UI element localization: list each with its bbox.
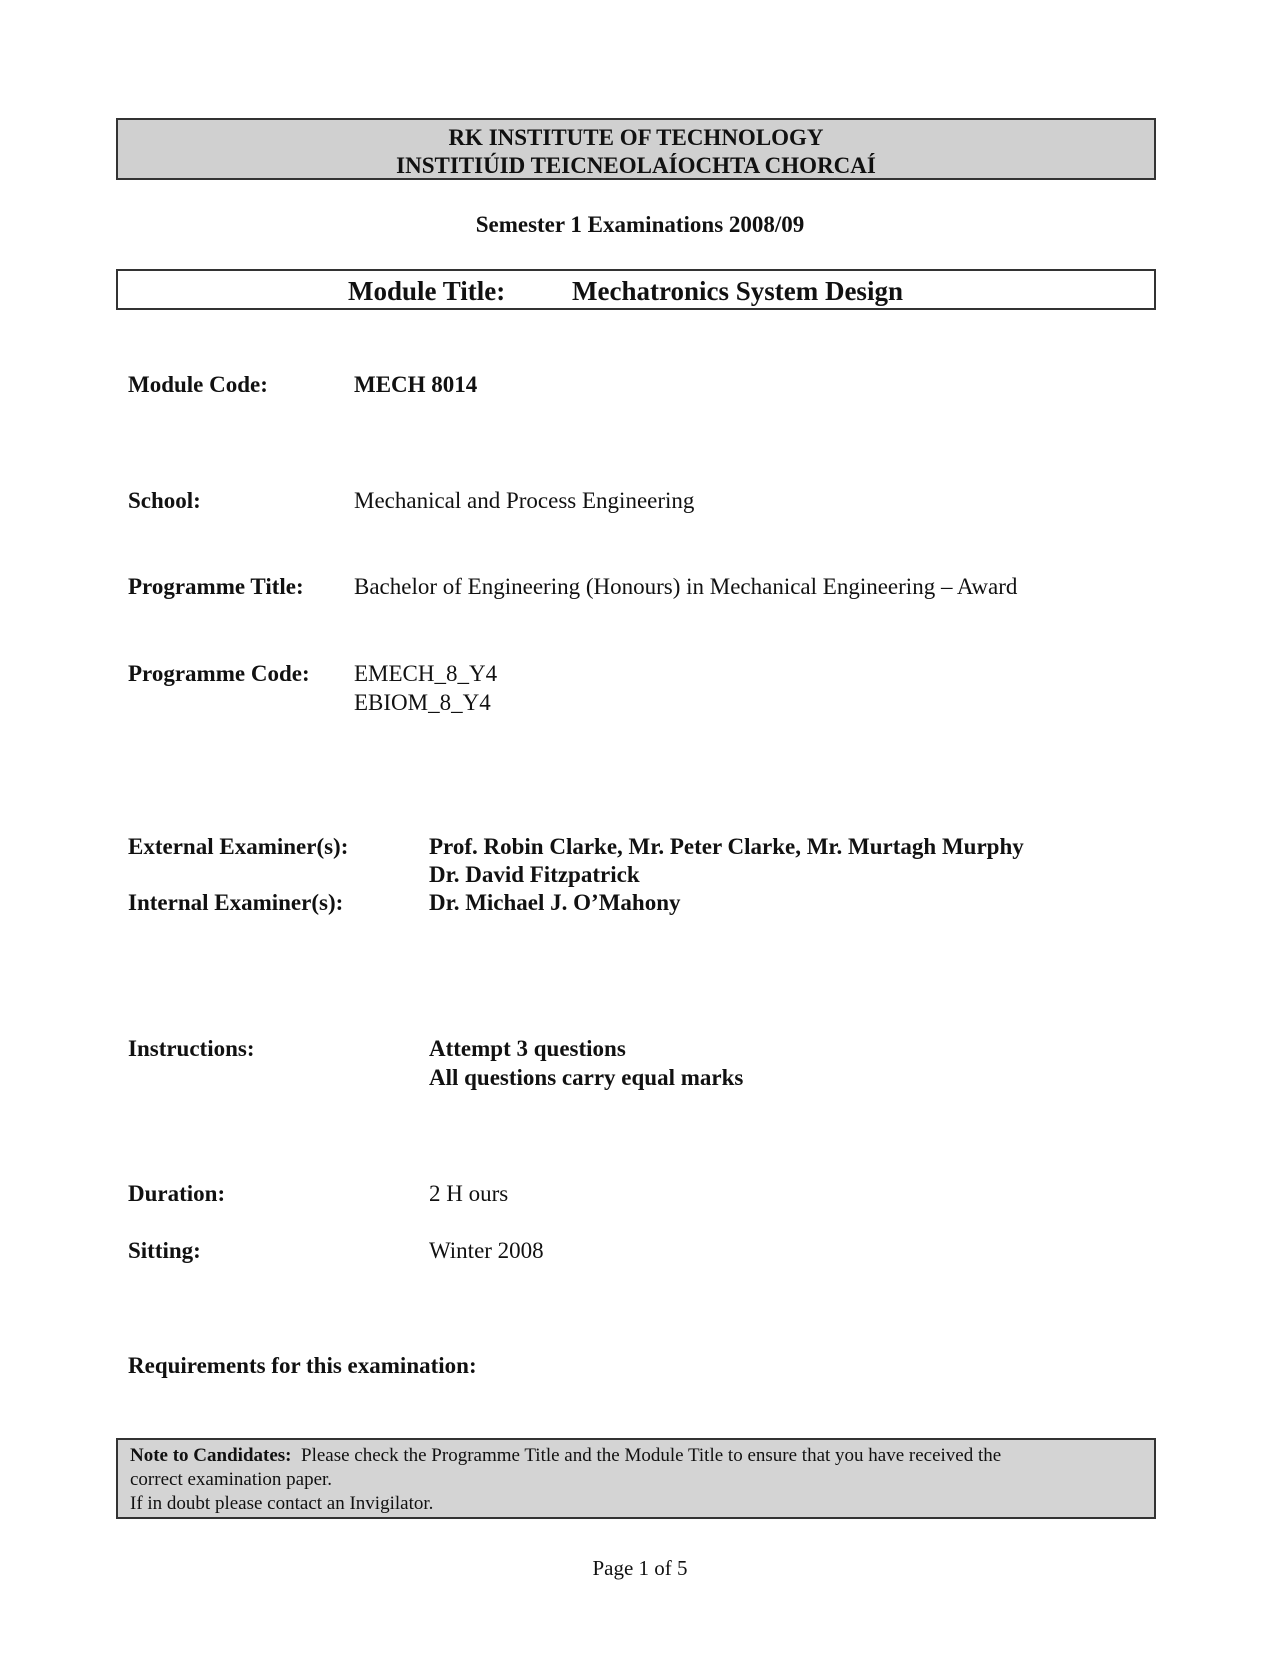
school-value: Mechanical and Process Engineering bbox=[354, 488, 695, 513]
instructions-value-2: All questions carry equal marks bbox=[429, 1065, 744, 1090]
duration-value: 2 H ours bbox=[429, 1181, 509, 1206]
requirements-label: Requirements for this examination: bbox=[128, 1353, 477, 1378]
programme-title-label: Programme Title: bbox=[128, 574, 304, 599]
sitting-value: Winter 2008 bbox=[429, 1238, 544, 1263]
external-examiners-value-2: Dr. David Fitzpatrick bbox=[429, 862, 640, 887]
internal-examiners-label: Internal Examiner(s): bbox=[128, 890, 344, 915]
internal-examiners-value: Dr. Michael J. O’Mahony bbox=[429, 890, 681, 915]
duration-label: Duration: bbox=[128, 1181, 226, 1206]
programme-code-value-2: EBIOM_8_Y4 bbox=[354, 690, 491, 715]
programme-code-label: Programme Code: bbox=[128, 661, 310, 686]
sitting-label: Sitting: bbox=[128, 1238, 201, 1263]
institute-name-irish: INSTITIÚID TEICNEOLAÍOCHTA CHORCAÍ bbox=[396, 153, 876, 178]
institute-name-english: RK INSTITUTE OF TECHNOLOGY bbox=[448, 125, 824, 150]
page-number: Page 1 of 5 bbox=[592, 1556, 688, 1580]
module-title-label: Module Title: bbox=[348, 276, 506, 306]
school-label: School: bbox=[128, 488, 201, 513]
external-examiners-label: External Examiner(s): bbox=[128, 834, 349, 859]
programme-title-value: Bachelor of Engineering (Honours) in Mechanical Engineering – Award bbox=[354, 574, 1018, 599]
module-code-value: MECH 8014 bbox=[354, 372, 478, 397]
note-label: Note to Candidates: bbox=[130, 1445, 292, 1466]
programme-code-value-1: EMECH_8_Y4 bbox=[354, 661, 498, 686]
external-examiners-value-1: Prof. Robin Clarke, Mr. Peter Clarke, Mr. Murtagh Murphy bbox=[429, 834, 1024, 859]
module-title-box bbox=[116, 269, 1156, 310]
note-text-2: correct examination paper. bbox=[130, 1469, 333, 1490]
note-text-1: Please check the Programme Title and the Module Title to ensure that you have received the bbox=[301, 1445, 1002, 1466]
semester-heading: Semester 1 Examinations 2008/09 bbox=[475, 212, 805, 237]
instructions-value-1: Attempt 3 questions bbox=[429, 1036, 626, 1061]
note-to-candidates-box bbox=[116, 1438, 1156, 1519]
institute-header bbox=[116, 118, 1156, 180]
note-line-1 bbox=[130, 1444, 1154, 1468]
instructions-label: Instructions: bbox=[128, 1036, 255, 1061]
note-text-3: If in doubt please contact an Invigilator. bbox=[130, 1493, 434, 1514]
module-title-value: Mechatronics System Design bbox=[572, 276, 903, 306]
module-code-label: Module Code: bbox=[128, 372, 268, 397]
